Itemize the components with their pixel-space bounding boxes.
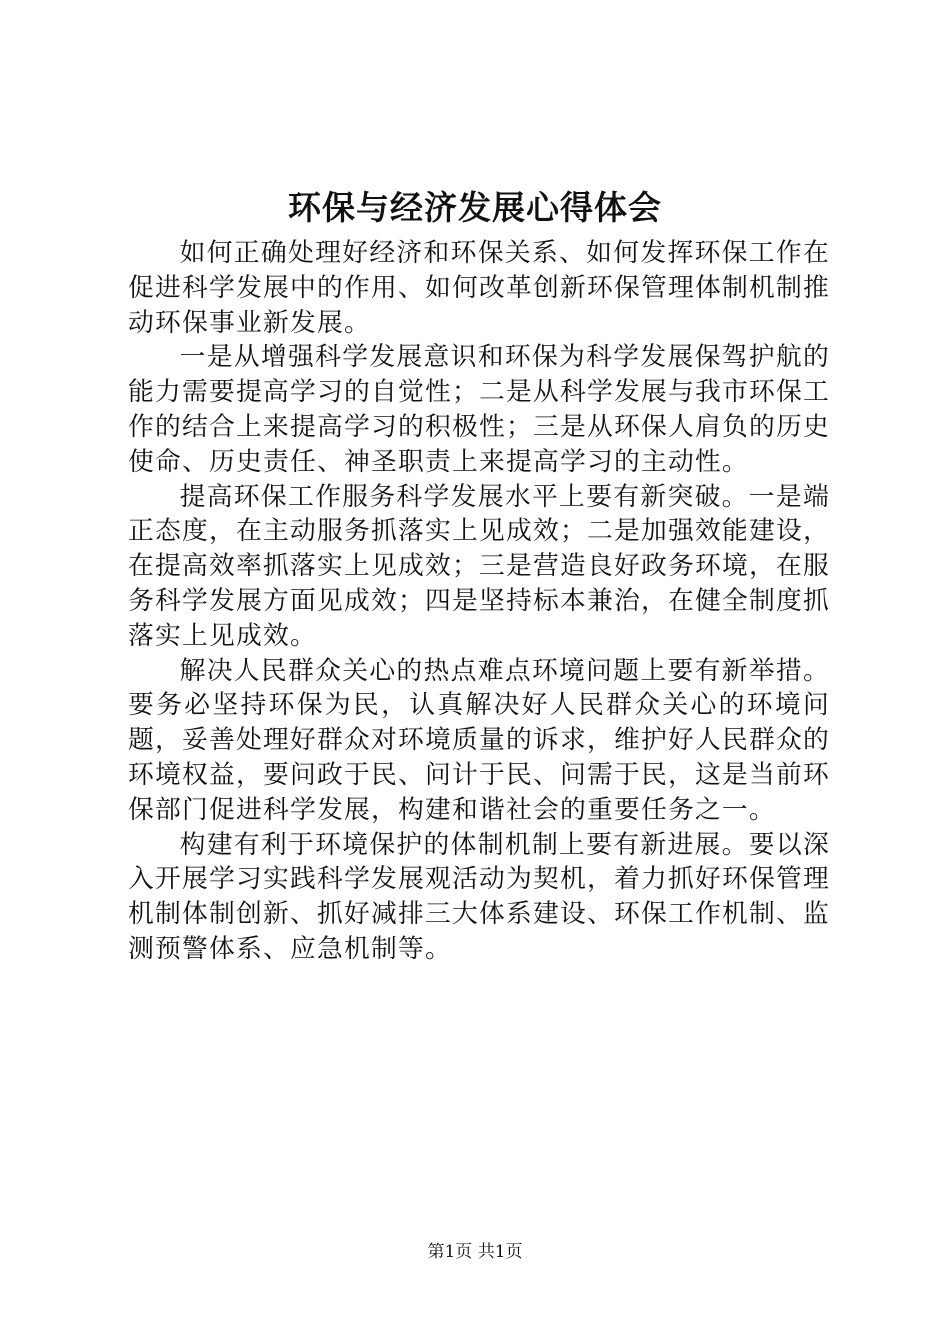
paragraph-4: 解决人民群众关心的热点难点环境问题上要有新举措。要务必坚持环保为民，认真解决好人民群众关心的环境问题，妥善处理好群众对环境质量的诉求，维护好人民群众的环境权益，要问政于民、问计于民、问需于民，这是当前环保部门促进科学发展，构建和谐社会的重要任务之一。 xyxy=(128,655,830,825)
paragraph-1: 如何正确处理好经济和环保关系、如何发挥环保工作在促进科学发展中的作用、如何改革创新环保管理体制机制推动环保事业新发展。 xyxy=(128,238,830,338)
document-title: 环保与经济发展心得体会 xyxy=(288,188,662,227)
paragraph-2: 一是从增强科学发展意识和环保为科学发展保驾护航的能力需要提高学习的自觉性；二是从科学发展与我市环保工作的结合上来提高学习的积极性；三是从环保人肩负的历史使命、历史责任、神圣职责上来提高学习的主动性。 xyxy=(128,342,830,477)
document-body xyxy=(128,236,830,967)
page-footer: 第1页 共1页 xyxy=(427,1242,523,1262)
paragraph-5: 构建有利于环境保护的体制机制上要有新进展。要以深入开展学习实践科学发展观活动为契机，着力抓好环保管理机制体制创新、抓好减排三大体系建设、环保工作机制、监测预警体系、应急机制等。 xyxy=(128,829,830,964)
paragraph-3: 提高环保工作服务科学发展水平上要有新突破。一是端正态度，在主动服务抓落实上见成效；二是加强效能建设，在提高效率抓落实上见成效；三是营造良好政务环境，在服务科学发展方面见成效；四是坚持标本兼治，在健全制度抓落实上见成效。 xyxy=(128,481,830,651)
